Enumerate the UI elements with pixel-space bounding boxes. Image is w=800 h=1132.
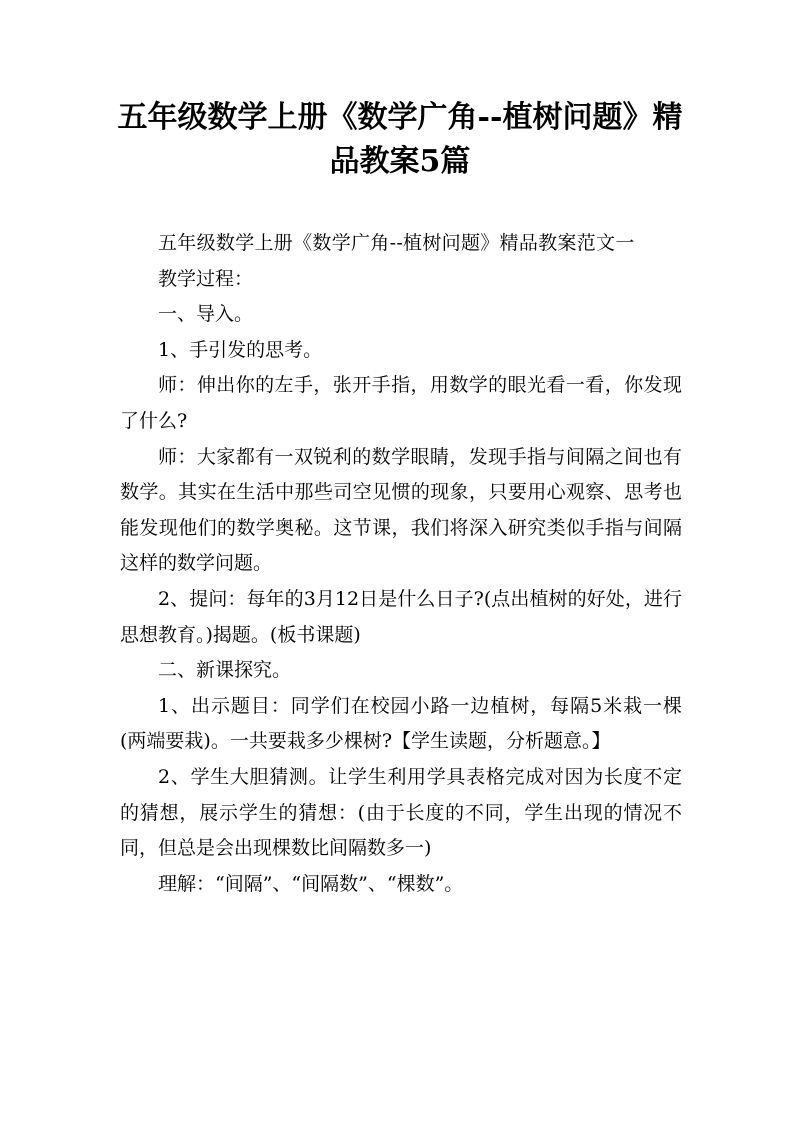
paragraph: 2、学生大胆猜测。让学生利用学具表格完成对因为长度不定的猜想，展示学生的猜想：(由于长度的不同，学生出现的情况不同，但总是会出现棵数比间隔数多一) (120, 765, 682, 860)
title-line-1: 五年级数学上册《数学广角--植树问题》精 (117, 100, 683, 135)
paragraph: 教学过程： (158, 267, 254, 290)
paragraph: 五年级数学上册《数学广角--植树问题》精品教案范文一 (158, 232, 635, 254)
title-line-2: 品教案5篇 (329, 144, 471, 179)
paragraph: 二、新课探究。 (158, 659, 292, 682)
paragraph: 师：大家都有一双锐利的数学眼睛，发现手指与间隔之间也有数学。其实在生活中那些司空见惯的现象，只要用心观察、思考也能发现他们的数学奥秘。这节课，我们将深入研究类似手指与间隔这样的数学问题。 (120, 445, 682, 575)
document-title (110, 96, 690, 184)
paragraph: 1、出示题目：同学们在校园小路一边植树，每隔5米栽一棵(两端要栽)。一共要栽多少棵树?【学生读题，分析题意。】 (120, 694, 682, 753)
paragraph: 1、手引发的思考。 (158, 338, 323, 361)
document-body (120, 226, 682, 902)
paragraph: 理解：“间隔”、“间隔数”、“棵数”。 (158, 872, 464, 895)
paragraph: 一、导入。 (158, 303, 254, 326)
paragraph: 师：伸出你的左手，张开手指，用数学的眼光看一看，你发现了什么? (120, 374, 682, 432)
paragraph: 2、提问：每年的3月12日是什么日子?(点出植树的好处，进行思想教育。)揭题。(板书课题) (120, 587, 682, 646)
